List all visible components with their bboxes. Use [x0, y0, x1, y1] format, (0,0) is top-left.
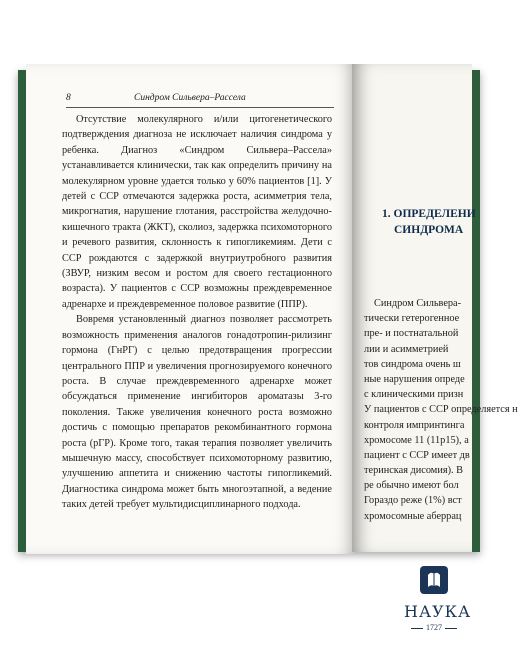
publisher-logo	[404, 565, 472, 645]
right-line: ные нарушения опреде	[364, 373, 465, 385]
page-number: 8	[66, 93, 71, 103]
chapter-title	[382, 206, 522, 238]
chapter-title-line-1: 1. ОПРЕДЕЛЕНИ	[382, 208, 476, 220]
running-head	[66, 93, 334, 108]
publisher-emblem-icon	[419, 565, 449, 595]
right-line: хромосомные аберрац	[364, 510, 462, 522]
right-line: Синдром Сильвера-	[374, 298, 462, 309]
logo-rule-left	[411, 628, 423, 629]
right-line: пре- и постнатальной	[364, 328, 459, 340]
right-line: с клиническими призн	[364, 389, 464, 401]
right-line: У пациентов с ССР определяется н	[364, 404, 518, 416]
chapter-title-line-2: СИНДРОМА	[394, 224, 464, 236]
paragraph-2: Вовремя установленный диагноз позволяет рассмотреть возможность применения аналогов гонадотропин-рилизинг гормона (ГнРГ) с целью предотвращения прогрессии центрального ППР и увеличения прогнозируемого конечного роста. В случае преждевременного адренархе может обсуждаться применение ингибиторов ароматазы 3-го поколения. Также увеличения конечного роста возможно достичь с помощью препаратов рекомбинантного гормона роста (рГР). Кроме того, такая терапия позволяет увеличить мышечную массу, способствует психомоторному развитию, улучшению аппетита и снижению частоты гипогликемий. Диагностика синдрома может быть многоэтапной, а ведение таких детей требует мультидисциплинарного подхода.	[62, 314, 332, 511]
right-page-content	[352, 64, 518, 554]
right-line: контроля импринтинга	[364, 419, 465, 431]
right-line: пациент с ССР имеет дв	[364, 449, 470, 461]
right-line: хромосоме 11 (11p15), а	[364, 434, 469, 446]
right-line: Гораздо реже (1%) вст	[364, 495, 462, 507]
running-head-title: Синдром Сильвера–Рассела	[134, 93, 246, 103]
left-page-body	[62, 112, 332, 513]
right-line: ре обычно имеют бол	[364, 480, 459, 492]
publisher-year: 1727	[426, 623, 442, 632]
right-line: теринская дисомия). В	[364, 465, 464, 477]
right-line: тически гетерогенное	[364, 313, 460, 325]
right-page-body	[364, 296, 518, 524]
right-line: лии и асимметрией	[364, 343, 449, 355]
right-line: тов синдрома очень ш	[364, 358, 461, 370]
publisher-name: НАУКА	[404, 602, 472, 621]
paragraph-1: Отсутствие молекулярного и/или цитогенетического подтверждения диагноза не исключает наличия синдрома у ребенка. Диагноз «Синдром Сильвера–Рассела» устанавливается клинически, так как определить причину на молекулярном уровне удается только у 60% пациентов [1]. У детей с ССР отмечаются задержка роста, асимметрия тела, микрогнатия, нарушение глотания, расстройства желудочно-кишечного тракта (ЖКТ), сколиоз, задержка психомоторного и речевого развития, склонность к гипогликемиям. Дети с ССР рождаются с задержкой внутриутробного развития (ЗВУР, низким весом и ростом для своего гестационного возраста). У пациентов с ССР возможны преждевременное адренархе и преждевременное половое развитие (ППР).	[62, 114, 332, 310]
logo-rule-right	[445, 628, 457, 629]
publisher-year-row	[404, 623, 464, 632]
